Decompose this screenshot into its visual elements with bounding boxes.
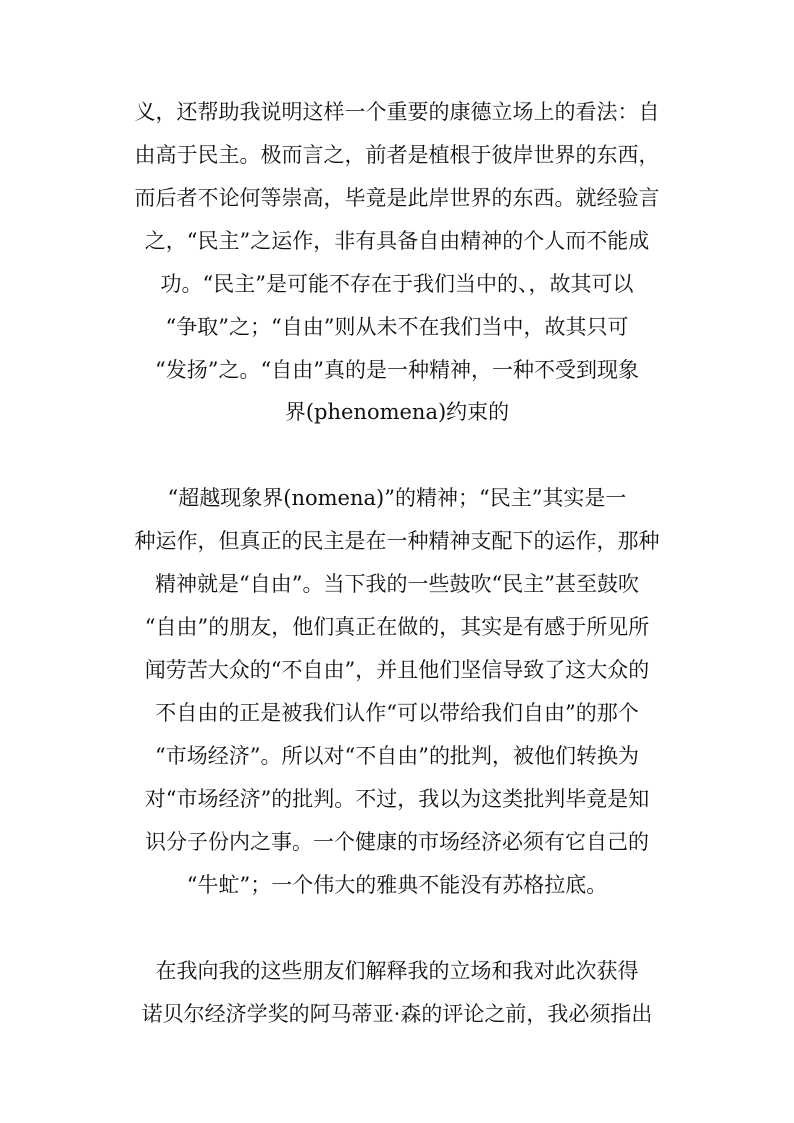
- text-line: 对“市场经济”的批判。不过，我以为这类批判毕竟是知: [144, 787, 650, 811]
- text-line: 不自由的正是被我们认作“可以带给我们自由”的那个: [155, 701, 639, 725]
- text-line: 闻劳苦大众的“不自由”，并且他们坚信导致了这大众的: [144, 658, 650, 682]
- text-line: “自由”的朋友，他们真正在做的，其实是有感于所见所: [144, 615, 650, 639]
- text-line: 识分子份内之事。一个健康的市场经济必须有它自己的: [145, 830, 649, 854]
- text-line: 种运作，但真正的民主是在一种精神支配下的运作，那种: [134, 529, 660, 553]
- text-line: “牛虻”；一个伟大的雅典不能没有苏格拉底。: [186, 873, 608, 897]
- text-line: 功。“民主”是可能不存在于我们当中的、，故其可以: [160, 272, 634, 296]
- text-line: 之，“民主”之运作，非有具备自由精神的个人而不能成: [144, 229, 650, 253]
- text-line: “发扬”之。“自由”真的是一种精神，一种不受到现象: [155, 358, 639, 382]
- text-line: “市场经济”。所以对“不自由”的批判，被他们转换为: [155, 744, 639, 768]
- text-line: 由高于民主。极而言之，前者是植根于彼岸世界的东西，: [134, 143, 660, 167]
- text-line: “争取”之；“自由”则从未不在我们当中，故其只可: [165, 315, 629, 339]
- text-line: 精神就是“自由”。当下我的一些鼓吹“民主”甚至鼓吹: [155, 572, 639, 596]
- text-line: 诺贝尔经济学奖的阿马蒂亚·森的评论之前，我必须指出: [141, 1002, 653, 1026]
- text-line: 而后者不论何等崇高，毕竟是此岸世界的东西。就经验言: [134, 186, 660, 210]
- text-line: 界(phenomena)约束的: [284, 400, 510, 424]
- text-line: 在我向我的这些朋友们解释我的立场和我对此次获得: [155, 959, 639, 983]
- text-line: 义，还帮助我说明这样一个重要的康德立场上的看法：自: [134, 100, 660, 124]
- text-line: “超越现象界(nomena)”的精神；“民主”其实是一: [167, 486, 627, 510]
